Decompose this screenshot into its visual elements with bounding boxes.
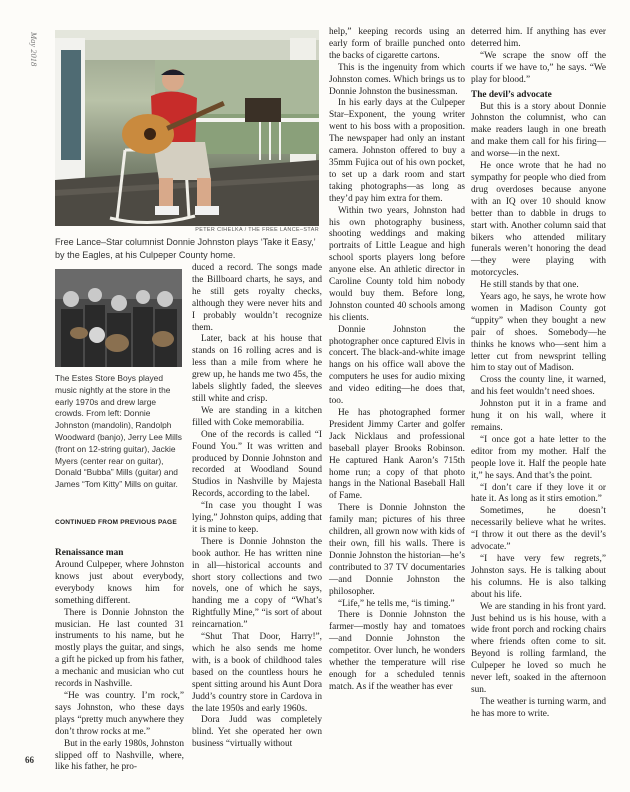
paragraph: We are standing in a kitchen filled with Coke memorabilia. [192,405,322,428]
paragraph: Later, back at his house that stands on 16 rolling acres and is less than a mile from where he grew up, he hands me two 45s, the labels slightly faded, the sleeves still white and crisp. [192,334,322,404]
page-number: 66 [25,755,34,765]
issue-date: May 2018 [29,32,39,67]
paragraph: Within two years, Johnston had his own photography business, shooting weddings and making portraits of Little League and high school sports players long before anyone else. An athletic director in Caroline County told him nobody would buy them. Before long, Johnston counted 40 schools among his clients. [329,205,465,323]
paragraph: Sometimes, he doesn’t necessarily believe what he writes. “I throw it out there as the devil’s advocate.” [471,506,606,553]
continued-label: CONTINUED FROM PREVIOUS PAGE [55,519,177,526]
paragraph: “Shut That Door, Harry!”, which he also sends me home with, is a book of childhood tales based on the countless hours he spent sitting around his Aunt Dora Judd’s country store in Cardova in the late 1950s and early 1960s. [192,632,322,714]
paragraph: Around Culpeper, where Johnston knows just about everybody, everybody knows him for something different. [55,560,184,606]
paragraph: He still stands by that one. [480,280,579,291]
paragraph: “Life,” he tells me, “is timing.” [338,598,455,609]
porch-scene-illustration [55,30,319,226]
paragraph: Johnston put it in a frame and hung it on his wall, where it remains. [471,399,606,433]
paragraph: Cross the county line, it warned, and his feet wouldn’t need shoes. [471,375,606,398]
article-column-4 [471,27,606,721]
band-photo-illustration [55,269,182,367]
section-heading-renaissance-man: Renaissance man [55,548,124,558]
band-photo-caption: The Estes Store Boys played music nightly at the store in the early 1970s and drew large crowds. From left: Donnie Johnston (mandolin), Randolph Woodward (banjo), Jerry Lee Mills (front on 12-string guitar), Jackie Myers (center rear on guitar), Donald “Bubba” Mills (guitar) and James “Tom Kitty” Mills on guitar. [55,373,182,490]
paragraph: help,” keeping records using an early form of braille punched onto the backs of cigarette cartons. [329,27,465,61]
paragraph: Dora Judd was completely blind. Yet she operated her own business “virtually without [192,715,322,750]
paragraph: Years ago, he says, he wrote how women in Madison County got “uppity” when they bought a new pair of shoes. Somebody—he thinks he knows who—sent him a letter cut from newsprint telling him to stay out of Madison. [471,292,606,374]
paragraph: “I once got a hate letter to the editor from my mother. Half the people love it. Half the people hate it,” he says. And that’s the point. [471,434,606,481]
paragraph: deterred him. If anything has ever deterred him. [471,27,606,49]
paragraph: There is Donnie Johnston the musician. He last counted 31 instruments to his name, but he mostly plays the guitar, and sings, a gift he picked up from his father, a mechanic and musician who cut records in Nashville. [55,607,184,690]
paragraph: This is the ingenuity from which Johnston comes. Which brings us to Donnie Johnston the businessman. [329,62,465,97]
article-column-3 [329,27,465,694]
paragraph: “I don’t care if they love it or hate it. As long as it stirs emotion.” [471,482,606,505]
article-column-1 [55,545,184,774]
paragraph: We are standing in his front yard. Just behind us is his house, with a wide front porch and rocking chairs where friends often come to sit. Beyond is rolling farmland, the Culpeper he loved so much he never left, soaked in the afternoon sun. [471,601,606,695]
paragraph: But this is a story about Donnie Johnston the columnist, who can make readers laugh in one breath and make them call for his firing—and worse—in the next. [471,101,606,160]
paragraph: There is Donnie Johnston the family man; pictures of his three children, all grown now with kids of their own, fill his walls. There is Donnie Johnston the historian—he’s contributed to 37 TV documentaries—and Donnie Johnston the philosopher. [329,503,465,597]
paragraph: “In case you thought I was lying,” Johnston quips, adding that it is mine to keep. [192,501,322,535]
paragraph: “We scrape the snow off the courts if we have to,” he says. “We play for blood.” [471,50,606,85]
paragraph: There is Donnie Johnston the book author. He has written nine in all—historical accounts and short story collections and two novels, one of which he says, handing me a copy of “What’s Rightfully Mine,” “is sort of about reincarnation.” [192,536,322,631]
paragraph: One of the records is called “I Found You.” It was written and produced by Donnie Johnston and recorded at Woodland Sound Studios in Nashville by Majesta Records, according to the label. [192,429,322,500]
paragraph: But in the early 1980s, Johnston slipped off to Nashville, where, like his father, he pro- [55,738,184,773]
article-column-2 [192,263,322,751]
paragraph: Donnie Johnston the photographer once captured Elvis in concert. The black-and-white image hangs on his office wall above the computers he uses for audio mixing and video editing—he does that, too. [329,324,465,407]
main-photo-caption: Free Lance–Star columnist Donnie Johnston plays ‘Take it Easy,’ by the Eagles, at his Culpeper County home. [55,237,316,260]
paragraph: There is Donnie Johnston the farmer—mostly hay and tomatoes—and Donnie Johnston the competitor. Over lunch, he wonders whether the temperature will rise enough for a scheduled tennis match. As if the weather has ever [329,610,465,692]
paragraph: He once wrote that he had no sympathy for people who died from drug overdoses because anyone with an IQ over 10 should know better than to dabble in drugs to start with. Another column said that bikers who attended military funerals weren’t honoring the dead—they were playing with motorcycles. [471,161,606,279]
main-photo-credit: PETER CIHELKA / THE FREE LANCE–STAR [195,227,319,233]
paragraph: duced a record. The songs made the Billboard charts, he says, and he still gets royalty checks, although they were never hits and I probably wouldn’t recognize them. [192,263,322,333]
paragraph: The weather is turning warm, and he has more to write. [471,696,606,719]
paragraph: “He was country. I’m rock,” says Johnston, who these days plays “pretty much anywhere they don’t throw rocks at me.” [55,690,184,737]
paragraph: In his early days at the Culpeper Star–Exponent, the young writer went to his boss with a proposition. The newspaper had only an instant camera. Johnston offered to buy a 35mm Fujica out of his own pocket, to set up a dark room and start taking photographs—as long as they’d pay him extra for them. [329,98,465,204]
main-photo-guitarist-on-porch [55,30,319,226]
paragraph: “I have very few regrets,” Johnston says. He is talking about his columns. He is also talking about his life. [471,553,606,600]
band-photo-estes-store-boys [55,269,182,367]
section-heading-devils-advocate: The devil’s advocate [471,89,552,100]
paragraph: He has photographed former President Jimmy Carter and golfer Jack Nicklaus and professional baseball player Brooks Robinson. He captured Hank Aaron’s 715th home run; a copy of that photo hangs in the National Baseball Hall of Fame. [329,408,465,502]
